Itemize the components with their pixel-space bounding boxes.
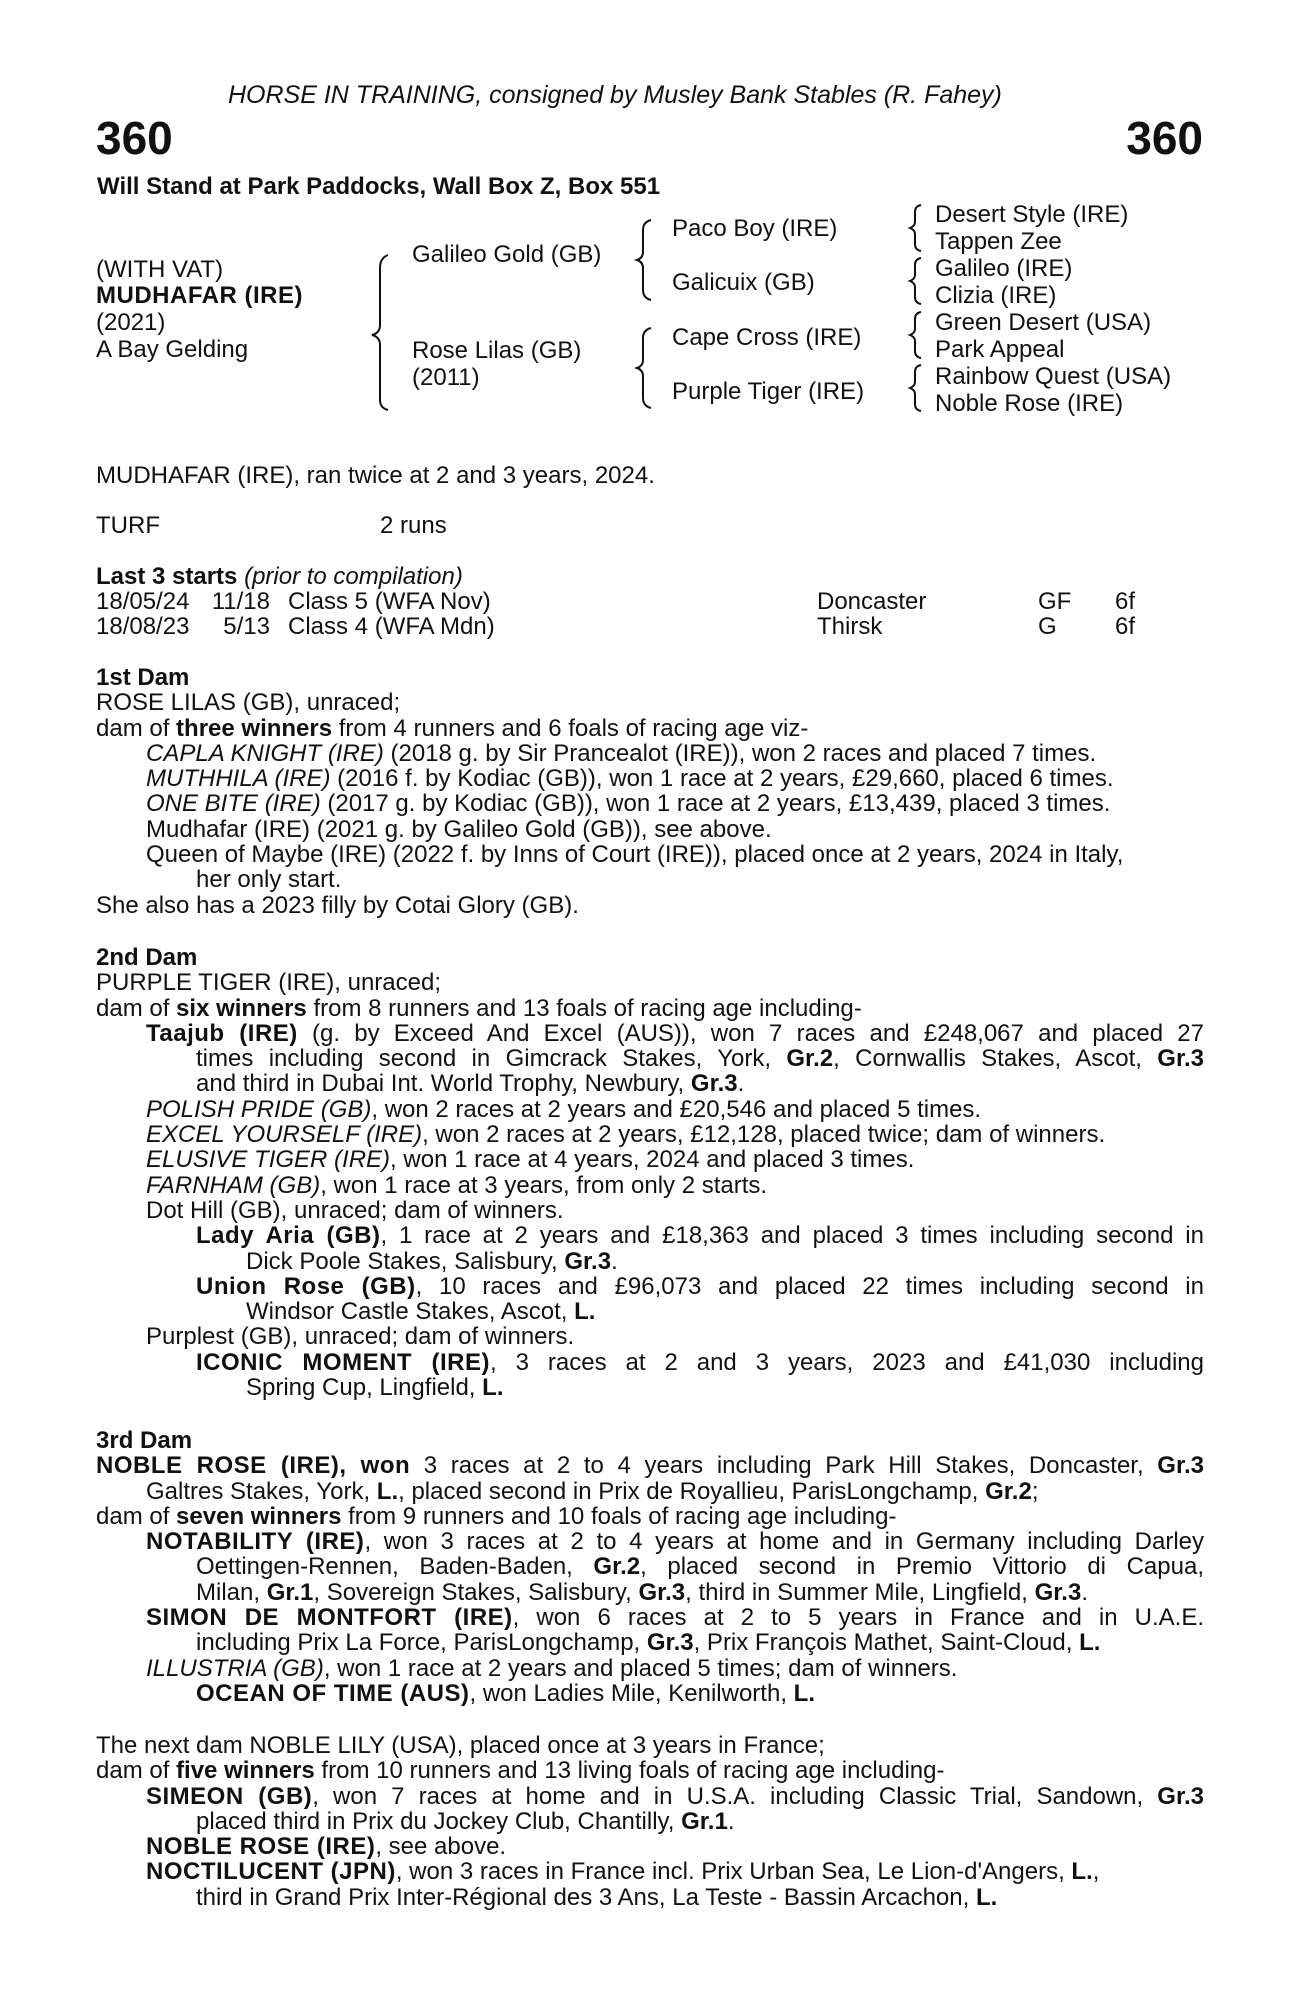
start-distance: 6f	[1115, 588, 1136, 615]
gg-sire-2: Galileo (IRE)	[935, 255, 1073, 282]
gg-dam-4: Noble Rose (IRE)	[935, 390, 1124, 417]
first-dam-foal: CAPLA KNIGHT (IRE) (2018 g. by Sir Prancealot (IRE)), won 2 races and placed 7 times.	[146, 739, 1097, 767]
first-dam-foal: MUTHHILA (IRE) (2016 f. by Kodiac (GB)), won 1 race at 2 years, £29,660, placed 6 times.	[146, 765, 1114, 793]
first-dam-foal: Queen of Maybe (IRE) (2022 f. by Inns of Court (IRE)), placed once at 2 years, 2024 in Italy,	[146, 841, 1124, 869]
last-starts-note: (prior to compilation)	[244, 563, 463, 590]
gg-dam-2: Clizia (IRE)	[935, 282, 1057, 309]
third-dam-section	[96, 1428, 1204, 1706]
first-dam-produce-summary: dam of three winners from 4 runners and 6 foals of racing age viz-	[96, 714, 809, 742]
vat-note: (WITH VAT)	[96, 256, 224, 283]
start-date: 18/08/23	[96, 613, 190, 640]
first-dam-note: She also has a 2023 filly by Cotai Glory (GB).	[96, 891, 579, 919]
second-dam-foal: POLISH PRIDE (GB), won 2 races at 2 years and £20,546 and placed 5 times.	[146, 1095, 982, 1123]
next-dam-foal: SIMEON (GB), won 7 races at home and in U.S.A. including Classic Trial, Sandown, Gr.3	[146, 1782, 1204, 1810]
start-course: Thirsk	[817, 613, 883, 640]
lot-number-right: 360	[1126, 112, 1203, 164]
horse-year: (2021)	[96, 309, 166, 336]
second-dam-foal: Taajub (IRE) (g. by Exceed And Excel (AUS)), won 7 races and £248,067 and placed 27	[146, 1019, 1204, 1047]
horse-name: MUDHAFAR (IRE)	[96, 282, 303, 309]
third-dam-heading: 3rd Dam	[96, 1427, 193, 1454]
gg-sire-1: Desert Style (IRE)	[935, 201, 1129, 228]
next-dam-foal: NOBLE ROSE (IRE), see above.	[146, 1833, 507, 1861]
third-dam-foal-continued: Milan, Gr.1, Sovereign Stakes, Salisbury, Gr.3, third in Summer Mile, Lingfield, Gr.3.	[196, 1578, 1088, 1606]
third-dam-foal-continued: Oettingen-Rennen, Baden-Baden, Gr.2, placed second in Premio Vittorio di Capua,	[196, 1553, 1204, 1581]
second-dam-foal: ELUSIVE TIGER (IRE), won 1 race at 4 years, 2024 and placed 3 times.	[146, 1146, 915, 1174]
start-going: GF	[1038, 588, 1072, 615]
start-distance: 6f	[1115, 613, 1136, 640]
next-dam-produce-summary: dam of five winners from 10 runners and 13 living foals of racing age including-	[96, 1757, 945, 1785]
first-dam-section	[96, 665, 1206, 918]
first-dam-heading: 1st Dam	[96, 664, 190, 691]
next-dam-foal: NOCTILUCENT (JPN), won 3 races in France incl. Prix Urban Sea, Le Lion-d'Angers, L.,	[146, 1858, 1100, 1886]
next-dam-foal-continued: third in Grand Prix Inter-Régional des 3 Ans, La Teste - Bassin Arcachon, L.	[196, 1883, 998, 1911]
first-dam-name: ROSE LILAS (GB), unraced;	[96, 689, 401, 717]
lot-number-left: 360	[96, 112, 173, 164]
sire-dam: Galicuix (GB)	[672, 269, 815, 296]
second-dam-heading: 2nd Dam	[96, 944, 198, 971]
gg-dam-3: Park Appeal	[935, 336, 1065, 363]
dam-sire: Cape Cross (IRE)	[672, 324, 862, 351]
third-dam-produce-summary: dam of seven winners from 9 runners and 10 foals of racing age including-	[96, 1502, 897, 1530]
second-dam-section	[96, 945, 1204, 1400]
first-dam-foal: Mudhafar (IRE) (2021 g. by Galileo Gold (GB)), see above.	[146, 815, 772, 843]
grand-foal: OCEAN OF TIME (AUS), won Ladies Mile, Kenilworth, L.	[196, 1679, 815, 1707]
next-dam-foal-continued: placed third in Prix du Jockey Club, Chantilly, Gr.1.	[196, 1807, 735, 1835]
dam-dam: Purple Tiger (IRE)	[672, 378, 865, 405]
sire: Galileo Gold (GB)	[412, 241, 602, 268]
grand-foal-continued: Windsor Castle Stakes, Ascot, L.	[246, 1298, 596, 1326]
gg-sire-4: Rainbow Quest (USA)	[935, 363, 1172, 390]
second-dam-foal: EXCEL YOURSELF (IRE), won 2 races at 2 years, £12,128, placed twice; dam of winners.	[146, 1121, 1106, 1149]
last-starts-heading	[96, 564, 463, 590]
gg-dam-1: Tappen Zee	[935, 228, 1062, 255]
second-dam-foal: Purplest (GB), unraced; dam of winners.	[146, 1323, 575, 1351]
grand-foal: Union Rose (GB), 10 races and £96,073 and placed 22 times including second in	[196, 1272, 1204, 1300]
consignor-header: HORSE IN TRAINING, consigned by Musley Bank Stables (R. Fahey)	[228, 81, 1002, 109]
start-going: G	[1038, 613, 1057, 640]
grand-foal: Lady Aria (GB), 1 race at 2 years and £18,363 and placed 3 times including second in	[196, 1222, 1204, 1250]
dam-year: (2011)	[412, 364, 480, 391]
second-dam-name: PURPLE TIGER (IRE), unraced;	[96, 969, 441, 997]
first-dam-foal: ONE BITE (IRE) (2017 g. by Kodiac (GB)), won 1 race at 2 years, £13,439, placed 3 times.	[146, 790, 1111, 818]
start-position: 11/18	[211, 588, 270, 615]
grand-foal-continued: Spring Cup, Lingfield, L.	[246, 1374, 504, 1402]
third-dam-record: Galtres Stakes, York, L., placed second in Prix de Royallieu, ParisLongchamp, Gr.2;	[146, 1477, 1039, 1505]
start-course: Doncaster	[817, 588, 927, 615]
third-dam-foal: NOTABILITY (IRE), won 3 races at 2 to 4 years at home and in Germany including Darley	[146, 1528, 1205, 1556]
start-position: 5/13	[223, 613, 270, 640]
grand-foal-continued: Dick Poole Stakes, Salisbury, Gr.3.	[246, 1247, 618, 1275]
second-dam-foal: Dot Hill (GB), unraced; dam of winners.	[146, 1196, 564, 1224]
last-starts-title: Last 3 starts	[96, 563, 238, 590]
start-date: 18/05/24	[96, 588, 190, 615]
race-summary: MUDHAFAR (IRE), ran twice at 2 and 3 years, 2024.	[96, 462, 655, 489]
sire-sire: Paco Boy (IRE)	[672, 215, 838, 242]
turf-label: TURF	[96, 512, 160, 539]
third-dam-foal: ILLUSTRIA (GB), won 1 race at 2 years and placed 5 times; dam of winners.	[146, 1654, 958, 1682]
grand-foal: ICONIC MOMENT (IRE), 3 races at 2 and 3 years, 2023 and £41,030 including	[196, 1348, 1204, 1376]
start-race: Class 5 (WFA Nov)	[288, 588, 491, 615]
first-dam-foal-continued: her only start.	[196, 866, 342, 894]
second-dam-foal-continued: and third in Dubai Int. World Trophy, Newbury, Gr.3.	[196, 1070, 745, 1098]
gg-sire-3: Green Desert (USA)	[935, 309, 1152, 336]
dam: Rose Lilas (GB)	[412, 337, 582, 364]
start-race: Class 4 (WFA Mdn)	[288, 613, 495, 640]
third-dam-foal-continued: including Prix La Force, ParisLongchamp, Gr.3, Prix François Mathet, Saint-Cloud, L.	[196, 1629, 1101, 1657]
third-dam-name: NOBLE ROSE (IRE), won 3 races at 2 to 4 years including Park Hill Stakes, Doncaster, Gr.3	[96, 1452, 1204, 1480]
second-dam-produce-summary: dam of six winners from 8 runners and 13 foals of racing age including-	[96, 994, 862, 1022]
third-dam-foal: SIMON DE MONTFORT (IRE), won 6 races at 2 to 5 years in France and in U.A.E.	[146, 1604, 1204, 1632]
stable-location: Will Stand at Park Paddocks, Wall Box Z, Box 551	[97, 173, 661, 200]
second-dam-foal: FARNHAM (GB), won 1 race at 3 years, from only 2 starts.	[146, 1171, 768, 1199]
second-dam-foal-continued: times including second in Gimcrack Stakes, York, Gr.2, Cornwallis Stakes, Ascot, Gr.3	[196, 1045, 1204, 1073]
next-dam-name: The next dam NOBLE LILY (USA), placed once at 3 years in France;	[96, 1732, 825, 1759]
turf-runs: 2 runs	[380, 512, 447, 539]
next-dam-section	[96, 1733, 1204, 1910]
horse-description: A Bay Gelding	[96, 336, 249, 363]
